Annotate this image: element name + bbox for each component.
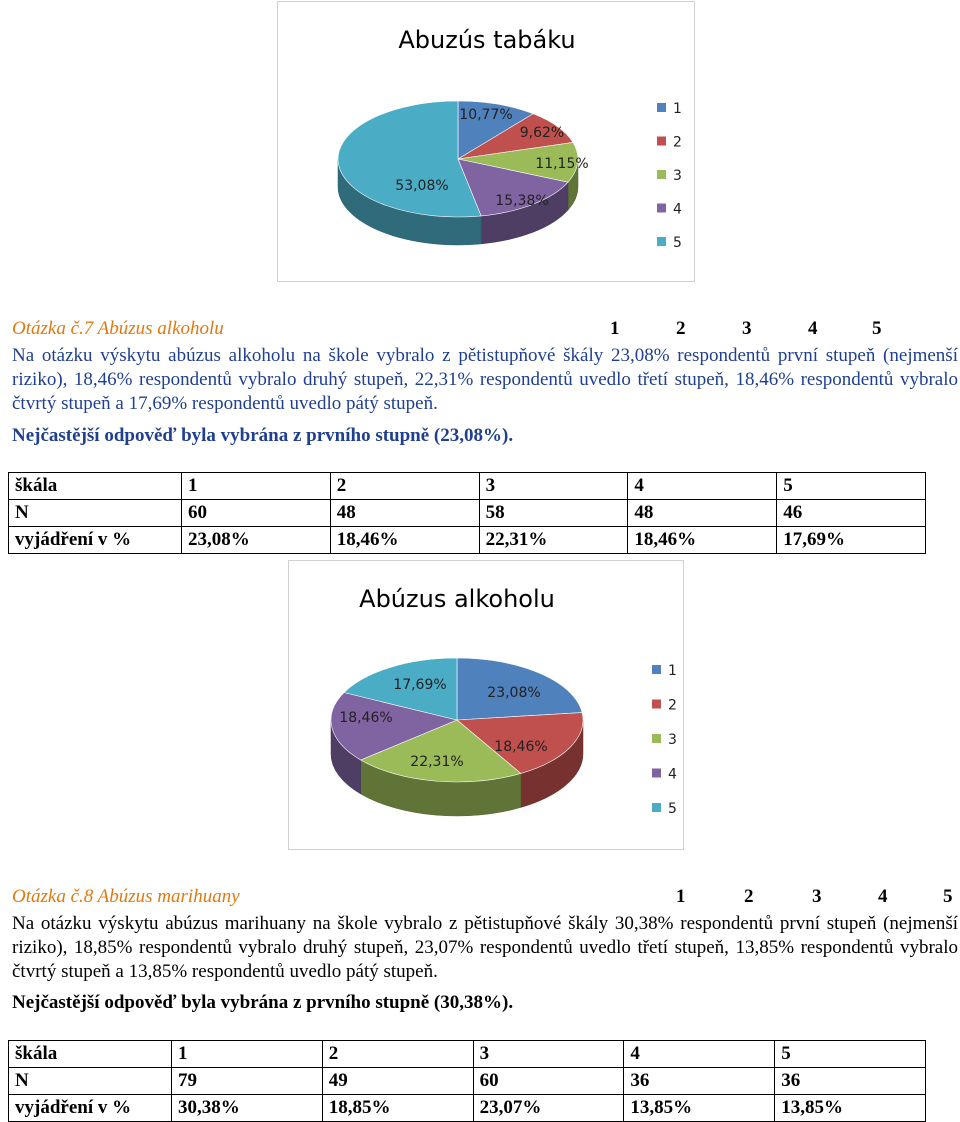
legend-label: 3 (668, 732, 677, 748)
pie-data-label: 15,38% (495, 193, 549, 209)
scale-number: 4 (808, 318, 818, 339)
question-7-heading: Otázka č.7 Abúzus alkoholu (12, 318, 224, 339)
chart-title: Abúzus alkoholu (359, 585, 555, 613)
question-7-paragraph: Na otázku výskytu abúzus alkoholu na škole vybralo z pětistupňové škály 23,08% respondentů první stupeň (nejmenší riziko), 18,46% respondentů vybralo druhý stupeň, 22,31% respondentů uvedlo třetí stupeň, 18,46% respondentů vybralo čtvrtý stupeň a 17,69% respondentů uvedlo pátý stupeň. (12, 345, 958, 414)
alcohol-pie-svg (289, 561, 685, 851)
table-row (9, 473, 926, 500)
legend-label: 1 (673, 101, 682, 117)
table-cell: 5 (777, 473, 926, 500)
alcohol-chart (288, 560, 684, 850)
table-cell: vyjádření v % (9, 1095, 172, 1122)
pie-group (331, 658, 583, 816)
table-cell: 2 (322, 1041, 473, 1068)
table-cell: 36 (624, 1068, 775, 1095)
table-cell: škála (9, 1041, 172, 1068)
table-row (9, 1068, 926, 1095)
legend-label: 5 (673, 235, 682, 251)
table-cell: 22,31% (479, 527, 628, 554)
table-row (9, 527, 926, 554)
pie-data-label: 18,46% (339, 710, 393, 726)
legend-label: 2 (668, 697, 677, 714)
table-cell: 18,46% (330, 527, 479, 554)
scale-number: 1 (610, 318, 620, 339)
table-cell: 3 (479, 473, 628, 500)
pie-data-label: 9,62% (519, 125, 565, 141)
pie-data-label: 11,15% (535, 156, 589, 172)
table-cell: vyjádření v % (9, 527, 182, 554)
table-cell: 13,85% (775, 1095, 926, 1122)
table-cell: 4 (624, 1041, 775, 1068)
question-8-conclusion: Nejčastější odpověď byla vybrána z prvního stupně (30,38%). (12, 992, 514, 1013)
question-8-paragraph: Na otázku výskytu abúzus marihuany na škole vybralo z pětistupňové škály 30,38% respondentů první stupeň (nejmenší riziko), 18,85% respondentů vybralo druhý stupeň, 23,07% respondentů uvedlo třetí stupeň, 13,85% respondentů vybralo čtvrtý stupeň a 13,85% respondentů uvedlo pátý stupeň. (12, 913, 958, 982)
scale-number: 3 (812, 886, 822, 907)
question-8-heading: Otázka č.8 Abúzus marihuany (12, 886, 240, 907)
table-row (9, 1095, 926, 1122)
table-cell: 17,69% (777, 527, 926, 554)
pie-data-label: 10,77% (459, 107, 513, 123)
pie-data-label: 22,31% (410, 754, 464, 770)
table-cell: 60 (182, 500, 331, 527)
table-cell: 36 (775, 1068, 926, 1095)
legend-swatch (652, 803, 661, 812)
table-cell: 23,08% (182, 527, 331, 554)
legend-swatch (652, 769, 661, 778)
scale-number: 1 (676, 886, 686, 907)
table-cell: N (9, 1068, 172, 1095)
tobacco-chart (277, 1, 695, 282)
table-cell: 49 (322, 1068, 473, 1095)
table-cell: 2 (330, 473, 479, 500)
question-7-table (8, 472, 926, 554)
legend-label: 3 (673, 168, 682, 184)
table-cell: 46 (777, 500, 926, 527)
pie-data-label: 23,08% (487, 685, 541, 701)
legend-swatch (652, 665, 661, 674)
legend-label: 4 (668, 766, 677, 783)
scale-number: 2 (676, 318, 686, 339)
legend-label: 2 (673, 134, 682, 151)
table-cell: 30,38% (172, 1095, 323, 1122)
table-cell: 1 (182, 473, 331, 500)
table-cell: 5 (775, 1041, 926, 1068)
table-cell: 4 (628, 473, 777, 500)
pie-data-label: 18,46% (494, 739, 548, 755)
legend-swatch (657, 170, 666, 179)
table-cell: N (9, 500, 182, 527)
table-cell: 13,85% (624, 1095, 775, 1122)
table-cell: 48 (330, 500, 479, 527)
table-row (9, 1041, 926, 1068)
scale-number: 3 (742, 318, 752, 339)
table-cell: 60 (473, 1068, 624, 1095)
legend-label: 4 (673, 201, 682, 218)
table-cell: 79 (172, 1068, 323, 1095)
pie-data-label: 53,08% (395, 178, 449, 194)
pie-group (338, 101, 578, 245)
table-row (9, 500, 926, 527)
table-cell: škála (9, 473, 182, 500)
table-cell: 48 (628, 500, 777, 527)
legend-label: 5 (668, 801, 677, 817)
question-8-table (8, 1040, 926, 1122)
scale-number: 5 (872, 318, 882, 339)
legend-swatch (657, 137, 666, 146)
legend-swatch (657, 103, 666, 112)
table-cell: 18,85% (322, 1095, 473, 1122)
question-7-conclusion: Nejčastější odpověď byla vybrána z prvního stupně (23,08%). (12, 425, 514, 446)
scale-number: 2 (744, 886, 754, 907)
legend-swatch (652, 734, 661, 743)
chart-title: Abuzús tabáku (398, 26, 576, 54)
pie-data-label: 17,69% (393, 677, 447, 693)
legend-swatch (657, 237, 666, 246)
legend-swatch (657, 204, 666, 213)
legend-swatch (652, 700, 661, 709)
legend-label: 1 (668, 663, 677, 679)
table-cell: 3 (473, 1041, 624, 1068)
scale-number: 5 (943, 886, 953, 907)
table-cell: 23,07% (473, 1095, 624, 1122)
table-cell: 18,46% (628, 527, 777, 554)
tobacco-pie-svg (278, 2, 696, 283)
table-cell: 58 (479, 500, 628, 527)
scale-number: 4 (878, 886, 888, 907)
table-cell: 1 (172, 1041, 323, 1068)
